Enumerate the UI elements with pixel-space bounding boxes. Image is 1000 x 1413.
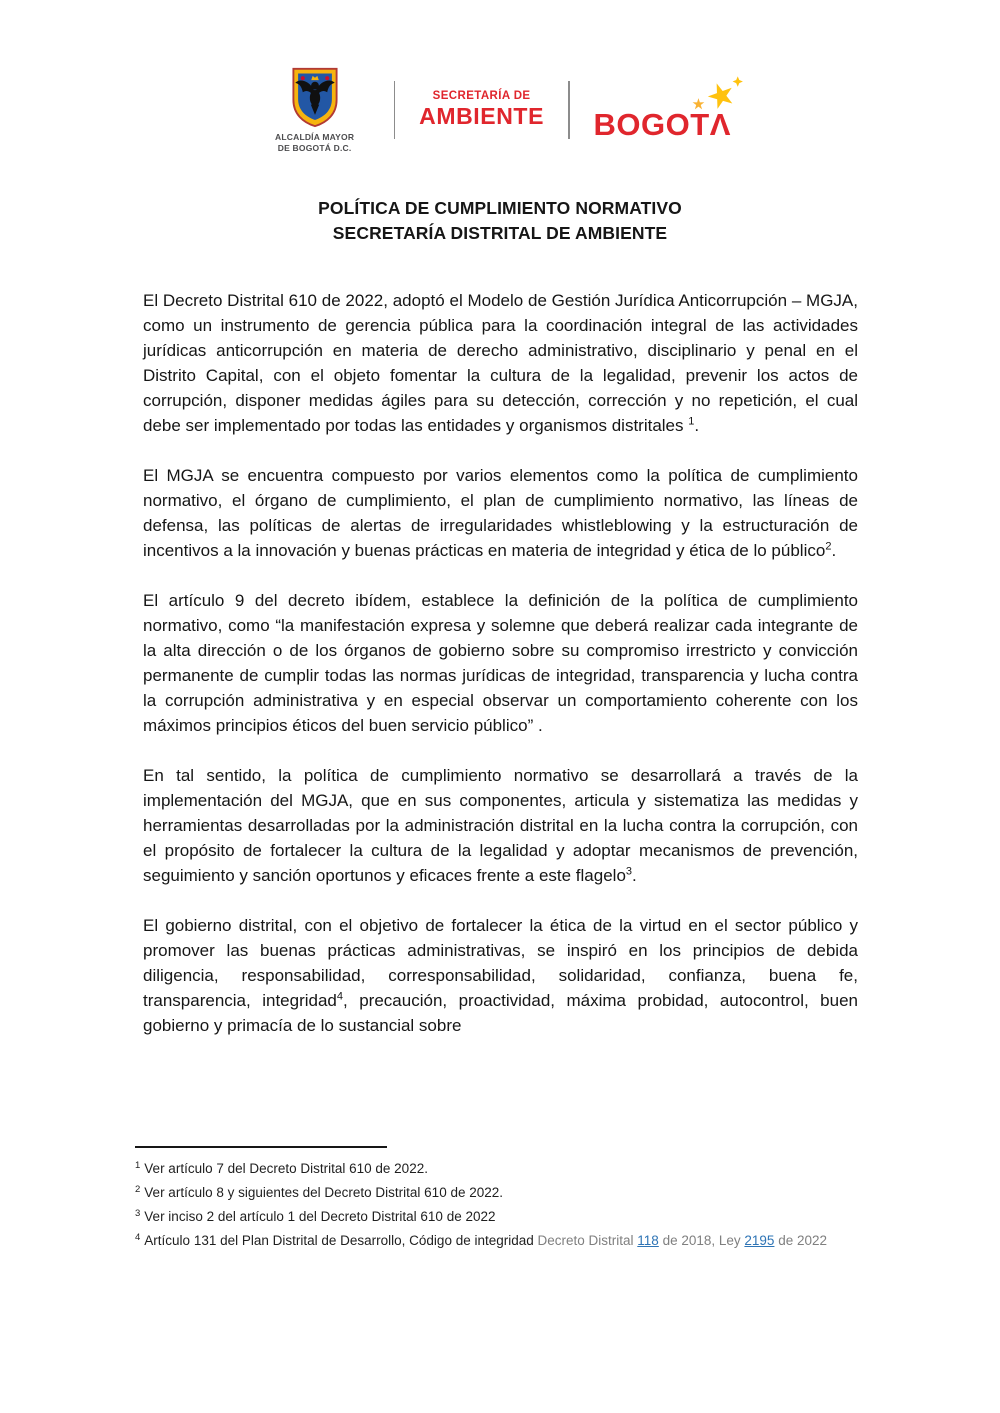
footnote	[135, 1205, 867, 1229]
text-segment: .	[694, 416, 700, 435]
text-segment: Ver artículo 8 y siguientes del Decreto Distrital 610 de 2022.	[144, 1185, 503, 1200]
text-segment: El MGJA se encuentra compuesto por varios elementos como la política de cumplimiento normativo, el órgano de cumplimiento, el plan de cumplimiento normativo, las líneas de defensa, las políticas de alertas de irregularidades whistleblowing y la estructuración de incentivos a la innovación y buenas prácticas en materia de integridad y ética de lo público	[143, 466, 858, 560]
secretaria-label: SECRETARÍA DE	[432, 90, 531, 103]
document-header	[0, 66, 1000, 154]
footnote	[135, 1181, 867, 1205]
superscript-ref: 2	[825, 540, 832, 553]
text-segment: Artículo 131 del Plan Distrital de Desarrollo, Código de integridad	[144, 1233, 538, 1248]
text-segment: .	[831, 541, 837, 560]
text-segment: Decreto Distrital	[537, 1233, 638, 1248]
footnote-number: 2	[135, 1183, 141, 1195]
text-segment: El artículo 9 del decreto ibídem, establece la definición de la política de cumplimiento normativo, como “la manifestación expresa y solemne que deberá realizar cada integrante de la alta dirección o de los órganos de gobierno sobre su compromiso irrestricto y convicción permanente de cumplir todas las normas jurídicas de integridad, transparencia y lucha contra la corrupción administrativa y en especial observar un comportamiento coherente con los máximos principios éticos del buen servicio público” .	[143, 591, 858, 735]
bogota-coat-of-arms-icon	[286, 66, 344, 128]
superscript-ref: 3	[625, 865, 633, 878]
text-segment: Ver inciso 2 del artículo 1 del Decreto Distrital 610 de 2022	[144, 1209, 496, 1224]
paragraph	[143, 288, 858, 438]
paragraph	[143, 763, 858, 888]
text-segment: El gobierno distrital, con el objetivo de fortalecer la ética de la virtud en el sector público y promover las buenas prácticas administrativas, se inspiró en los principios de debida diligencia, responsabilidad, corresponsabilidad, solidaridad, confianza, buena fe, transparencia, integridad	[143, 916, 858, 1010]
alcaldia-logo	[260, 66, 370, 154]
header-divider	[394, 81, 396, 139]
superscript-ref: 1	[688, 415, 695, 428]
text-segment: de 2022	[774, 1233, 828, 1248]
bogota-wordmark-text: BOGOT	[593, 106, 710, 142]
footnote-number: 4	[135, 1231, 141, 1243]
document-body	[143, 288, 858, 1063]
text-segment: En tal sentido, la política de cumplimiento normativo se desarrollará a través de la implementación del MGJA, que en sus componentes, articula y sistematiza las medidas y herramientas desarrolladas por la administración distrital en la lucha contra la corrupción, con el propósito de fortalecer la cultura de la legalidad y adoptar mecanismos de prevención, seguimiento y sanción oportunos y eficaces frente a este flagelo	[143, 766, 858, 885]
footnote	[135, 1229, 867, 1253]
ambiente-label: AMBIENTE	[419, 103, 545, 130]
footnotes-section	[135, 1146, 867, 1253]
header-divider	[568, 81, 570, 139]
text-segment: Ver artículo 7 del Decreto Distrital 610 de 2022.	[144, 1161, 428, 1176]
footnote-link[interactable]: 118	[637, 1233, 659, 1248]
footnote-list	[135, 1157, 867, 1253]
footnote-separator	[135, 1146, 387, 1148]
bogota-logo	[594, 81, 741, 140]
footnote-number: 1	[135, 1159, 141, 1171]
superscript-ref: 4	[336, 990, 344, 1003]
text-segment: de 2018, Ley	[658, 1233, 745, 1248]
footnote-link[interactable]: 2195	[744, 1233, 775, 1248]
paragraph	[143, 463, 858, 563]
page-title	[0, 196, 1000, 246]
paragraph	[143, 588, 858, 738]
paragraph	[143, 913, 858, 1038]
bogota-wordmark-lambda: Λ	[709, 106, 731, 142]
alcaldia-caption-line2: DE BOGOTÁ D.C.	[277, 143, 352, 154]
alcaldia-caption	[275, 132, 354, 154]
footnote	[135, 1157, 867, 1181]
secretaria-ambiente-logo	[419, 90, 544, 130]
text-segment: El Decreto Distrital 610 de 2022, adoptó el Modelo de Gestión Jurídica Anticorrupción – MGJA, como un instrumento de gerencia pública para la coordinación integral de las actividades jurídicas anticorrupción en materia de derecho administrativo, disciplinario y penal en el Distrito Capital, con el objeto fomentar la cultura de la legalidad, prevenir los actos de corrupción, disponer medidas ágiles para su detección, corrección y no repetición, el cual debe ser implementado por todas las entidades y organismos distritales	[143, 291, 858, 435]
page-title-line1: POLÍTICA DE CUMPLIMIENTO NORMATIVO	[318, 198, 682, 218]
text-segment: .	[632, 866, 637, 885]
bogota-stars-icon	[684, 75, 746, 117]
alcaldia-caption-line1: ALCALDÍA MAYOR	[275, 132, 355, 142]
page-title-line2: SECRETARÍA DISTRITAL DE AMBIENTE	[332, 223, 668, 243]
text-segment: , precaución, proactividad, máxima probidad, autocontrol, buen gobierno y primacía de lo sustancial sobre	[143, 991, 858, 1035]
footnote-number: 3	[135, 1207, 141, 1219]
